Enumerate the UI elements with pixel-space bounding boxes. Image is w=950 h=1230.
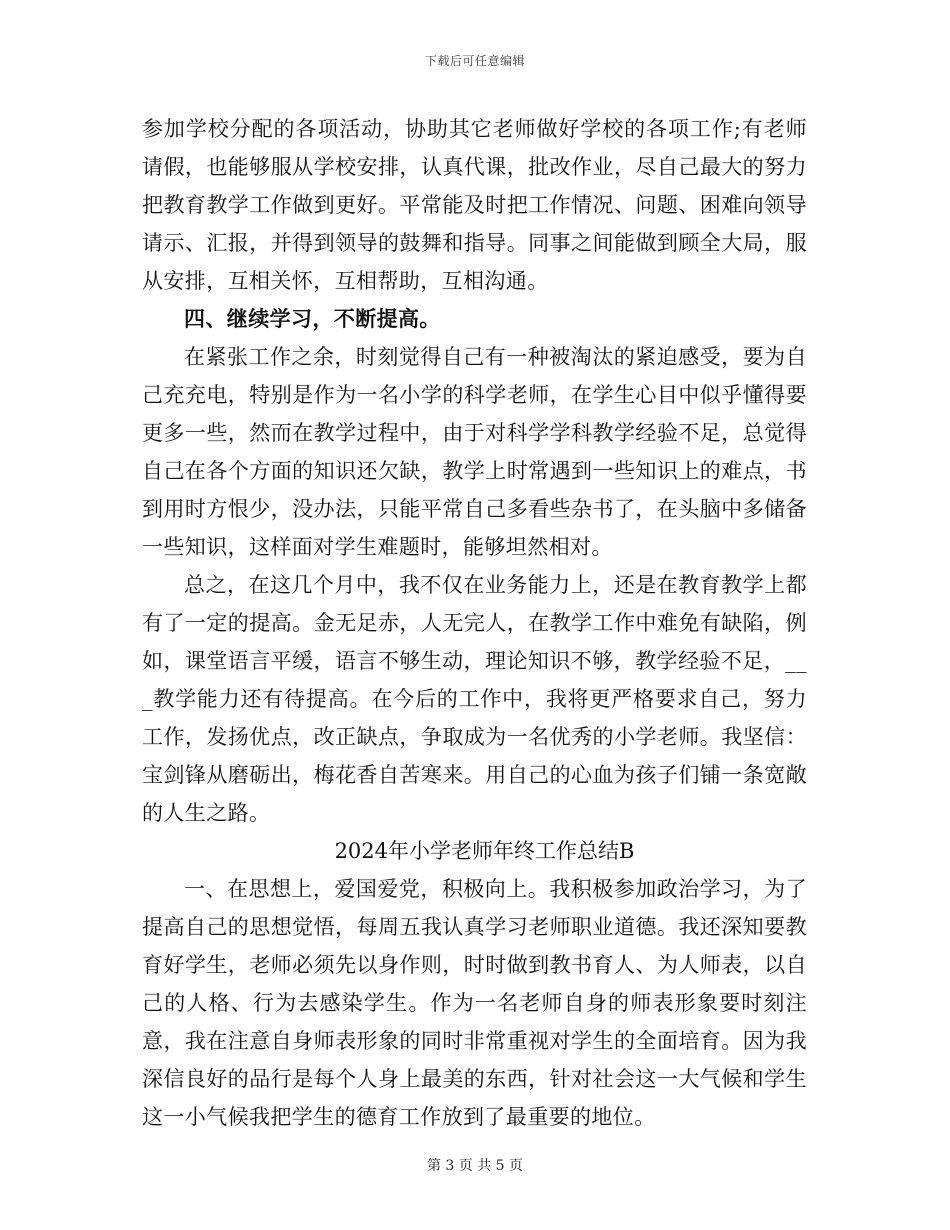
paragraph-ideology: 一、在思想上，爱国爱党，积极向上。我积极参加政治学习，为了提高自己的思想觉悟，每周五我认真学习老师职业道德。我还深知要教育好学生，老师必须先以身作则，时时做到教书育人、为人师表，以自己的人格、行为去感染学生。作为一名老师自身的师表形象要时刻注意，我在注意自身师表形象的同时非常重视对学生的全面培育。因为我深信良好的品行是每个人身上最美的东西，针对社会这一大气候和学生这一小气候我把学生的德育工作放到了最重要的地位。 (142, 877, 807, 1129)
page-footer: 第 3 页 共 5 页 (426, 1158, 524, 1174)
document-title-b: 2024年小学老师年终工作总结B (334, 839, 635, 863)
page-header: 下载后可任意编辑 (424, 54, 525, 68)
document-body (142, 110, 807, 1136)
paragraph-self-study: 在紧张工作之余，时刻觉得自己有一种被淘汰的紧迫感受，要为自己充充电，特别是作为一名小学的科学老师，在学生心目中似乎懂得要更多一些，然而在教学过程中，由于对科学学科教学经验不足，总觉得自己在各个方面的知识还欠缺，教学上时常遇到一些知识上的难点，书到用时方恨少，没办法，只能平常自己多看些杂书了，在头脑中多储备一些知识，这样面对学生难题时，能够坦然相对。 (142, 345, 807, 559)
section-heading-continue-learning: 四、继续学习，不断提高。 (184, 306, 441, 331)
paragraph-summary: 总之，在这几个月中，我不仅在业务能力上，还是在教育教学上都有了一定的提高。金无足赤，人无完人，在教学工作中难免有缺陷，例如，课堂语言平缓，语言不够生动，理论知识不够，教学经验不足，___教学能力还有待提高。在今后的工作中，我将更严格要求自己，努力工作，发扬优点，改正缺点，争取成为一名优秀的小学老师。我坚信：宝剑锋从磨砺出，梅花香自苦寒来。用自己的心血为孩子们铺一条宽敞的人生之路。 (142, 573, 807, 825)
paragraph-cooperation: 参加学校分配的各项活动，协助其它老师做好学校的各项工作;有老师请假，也能够服从学校安排，认真代课，批改作业，尽自己最大的努力把教育教学工作做到更好。平常能及时把工作情况、问题、困难向领导请示、汇报，并得到领导的鼓舞和指导。同事之间能做到顾全大局，服从安排，互相关怀，互相帮助，互相沟通。 (142, 117, 807, 293)
